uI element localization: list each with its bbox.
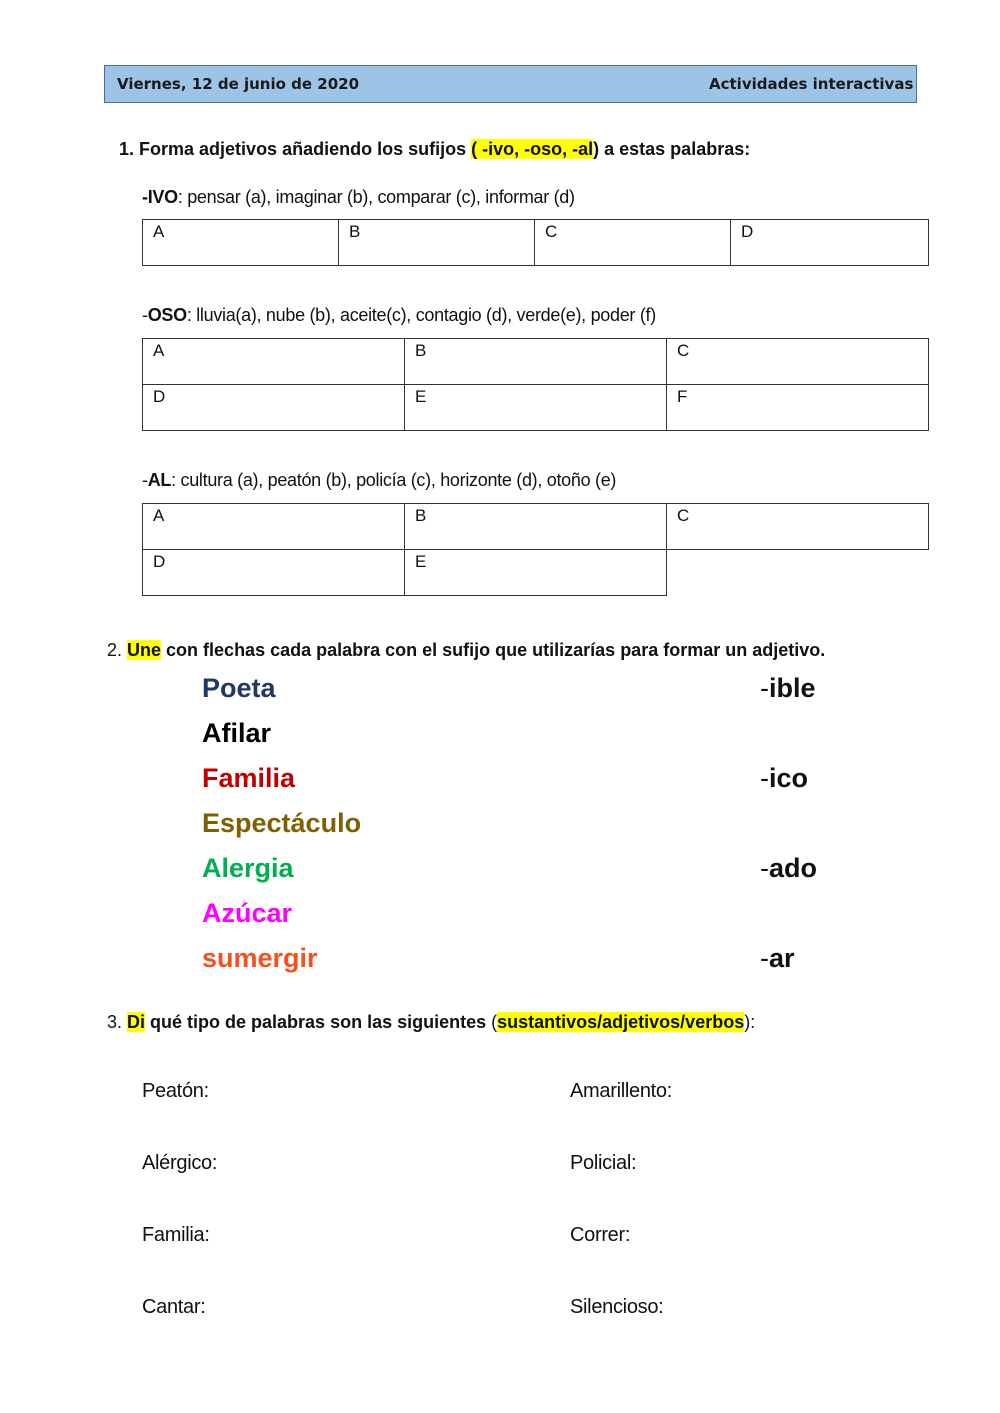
al-cell-c[interactable]: C (667, 504, 929, 550)
question-2-dot: . (117, 640, 128, 660)
question-2-highlight: Une (127, 640, 162, 660)
ivo-words: : pensar (a), imaginar (b), comparar (c), informar (d) (177, 187, 575, 207)
suffix-ado[interactable] (760, 853, 817, 884)
ivo-cell-a[interactable]: A (143, 220, 339, 266)
match-word-3[interactable]: Familia (202, 763, 296, 793)
header-date: Viernes, 12 de junio de 2020 (117, 75, 360, 93)
suffix-dash: - (760, 943, 769, 973)
suffix-dash: - (760, 673, 769, 703)
oso-cell-f[interactable]: F (667, 385, 929, 431)
question-1-text: Forma adjetivos añadiendo los sufijos (139, 139, 467, 159)
question-3-heading (107, 1012, 755, 1033)
al-answer-table (142, 503, 929, 596)
oso-instruction (142, 305, 656, 326)
oso-cell-c[interactable]: C (667, 339, 929, 385)
oso-prefix: - (142, 305, 148, 325)
al-words: : cultura (a), peatón (b), policía (c), horizonte (d), otoño (e) (171, 470, 617, 490)
suffix-text: ible (769, 673, 816, 703)
ivo-answer-table (142, 219, 929, 266)
suffix-dash: - (760, 853, 769, 883)
question-1-heading (119, 139, 750, 160)
suffix-text: ico (769, 763, 809, 793)
classify-right-1: Amarillento: (570, 1080, 672, 1102)
question-2-text: con flechas cada palabra con el sufijo que utilizarías para formar un adjetivo. (161, 640, 826, 660)
oso-cell-a[interactable]: A (143, 339, 405, 385)
question-3-text: qué tipo de palabras son las siguientes (145, 1012, 487, 1032)
classify-left-1: Peatón: (142, 1080, 209, 1102)
classify-left-3: Familia: (142, 1224, 210, 1246)
question-1-text-after: ) a estas palabras: (593, 139, 751, 159)
ivo-cell-c[interactable]: C (535, 220, 731, 266)
al-cell-e[interactable]: E (405, 550, 667, 596)
oso-words: : lluvia(a), nube (b), aceite(c), contagio (d), verde(e), poder (f) (186, 305, 656, 325)
oso-label: OSO (147, 305, 187, 325)
al-instruction (142, 470, 616, 491)
suffix-ible[interactable] (760, 673, 816, 704)
oso-cell-d[interactable]: D (143, 385, 405, 431)
match-word-7[interactable]: sumergir (202, 943, 318, 973)
question-3-paren-close: ): (744, 1012, 756, 1032)
oso-cell-e[interactable]: E (405, 385, 667, 431)
question-3-paren-open: ( (486, 1012, 498, 1032)
suffix-ico[interactable] (760, 763, 808, 794)
al-cell-a[interactable]: A (143, 504, 405, 550)
match-word-2[interactable]: Afilar (202, 718, 272, 748)
question-1-highlight: ( -ivo, -oso, -al (471, 139, 594, 159)
al-cell-b[interactable]: B (405, 504, 667, 550)
header-title: Actividades interactivas (709, 75, 914, 93)
question-3-highlight: Di (127, 1012, 146, 1032)
question-3-highlight-2: sustantivos/adjetivos/verbos (497, 1012, 745, 1032)
classify-right-2: Policial: (570, 1152, 637, 1174)
match-word-1[interactable]: Poeta (202, 673, 276, 703)
ivo-instruction (142, 187, 575, 208)
question-3-dot: . (117, 1012, 128, 1032)
al-prefix: - (142, 470, 148, 490)
al-cell-d[interactable]: D (143, 550, 405, 596)
al-cell-empty (667, 550, 929, 596)
match-word-6[interactable]: Azúcar (202, 898, 293, 928)
ivo-cell-d[interactable]: D (731, 220, 929, 266)
classify-right-4: Silencioso: (570, 1296, 664, 1318)
question-2-number: 2 (107, 640, 118, 660)
classify-left-2: Alérgico: (142, 1152, 218, 1174)
match-word-5[interactable]: Alergia (202, 853, 294, 883)
match-word-4[interactable]: Espectáculo (202, 808, 362, 838)
question-3-number: 3 (107, 1012, 118, 1032)
suffix-dash: - (760, 763, 769, 793)
al-label: AL (147, 470, 172, 490)
suffix-ar[interactable] (760, 943, 795, 974)
ivo-label: -IVO (142, 187, 178, 207)
suffix-text: ado (769, 853, 818, 883)
oso-cell-b[interactable]: B (405, 339, 667, 385)
header-bar (104, 65, 917, 103)
suffix-text: ar (769, 943, 795, 973)
classify-right-3: Correr: (570, 1224, 631, 1246)
oso-answer-table (142, 338, 929, 431)
question-2-heading (107, 640, 825, 661)
ivo-cell-b[interactable]: B (339, 220, 535, 266)
classify-left-4: Cantar: (142, 1296, 206, 1318)
question-1-number: 1. (119, 139, 135, 159)
